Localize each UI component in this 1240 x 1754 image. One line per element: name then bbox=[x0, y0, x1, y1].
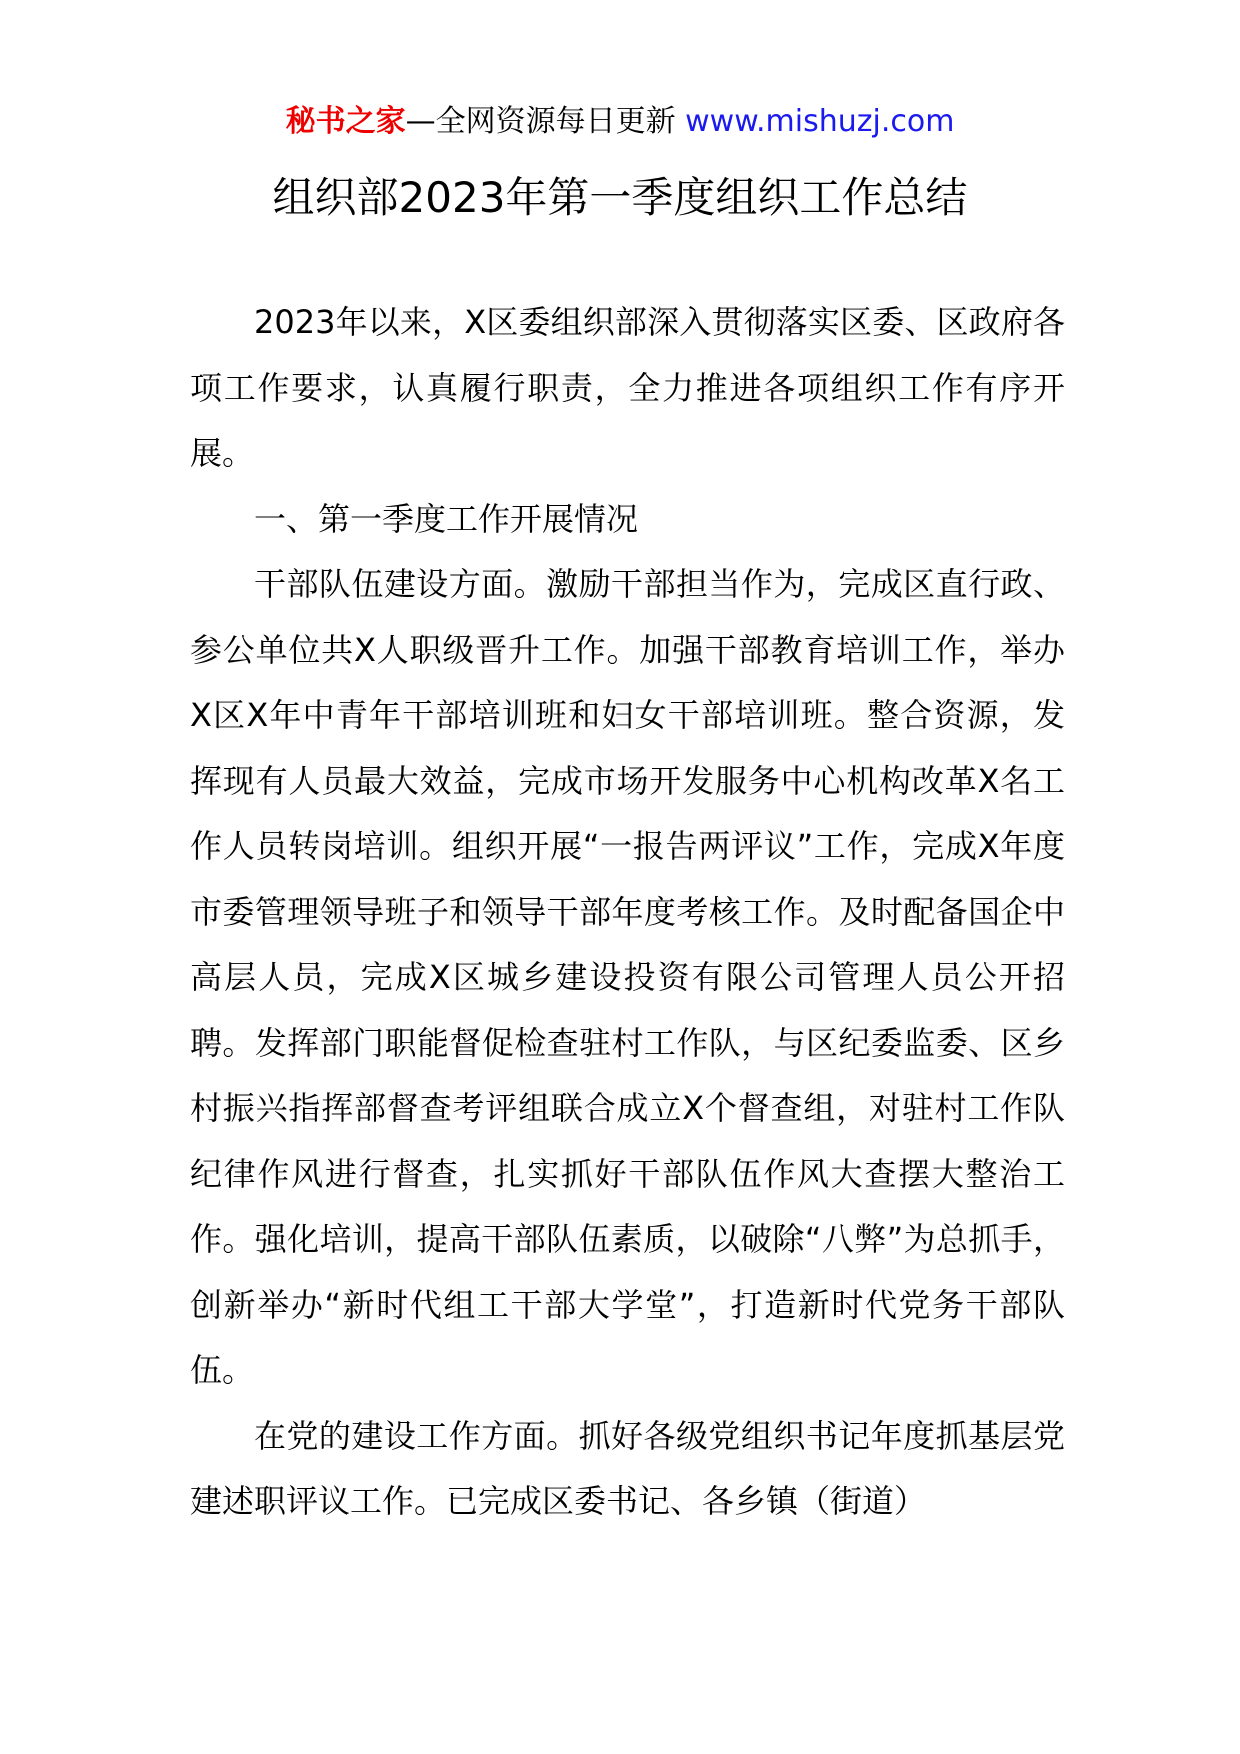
site-tagline: —全网资源每日更新 bbox=[405, 104, 686, 139]
document-title: 组织部2023年第一季度组织工作总结 bbox=[272, 173, 968, 222]
party-building-paragraph: 在党的建设工作方面。抓好各级党组织书记年度抓基层党建述职评议工作。已完成区委书记、各乡镇（街道） bbox=[190, 1416, 1065, 1520]
document-body bbox=[190, 290, 1065, 1535]
site-header bbox=[0, 100, 1240, 144]
cadre-team-paragraph: 干部队伍建设方面。激励干部担当作为，完成区直行政、参公单位共X人职级晋升工作。加强干部教育培训工作，举办X区X年中青年干部培训班和妇女干部培训班。整合资源，发挥现有人员最大效益，完成市场开发服务中心机构改革X名工作人员转岗培训。组织开展“一报告两评议”工作，完成X年度市委管理领导班子和领导干部年度考核工作。及时配备国企中高层人员，完成X区城乡建设投资有限公司管理人员公开招聘。发挥部门职能督促检查驻村工作队，与区纪委监委、区乡村振兴指挥部督查考评组联合成立X个督查组，对驻村工作队纪律作风进行督查，扎实抓好干部队伍作风大查摆大整治工作。强化培训，提高干部队伍素质，以破除“八弊”为总抓手，创新举办“新时代组工干部大学堂”，打造新时代党务干部队伍。 bbox=[190, 565, 1065, 1389]
brand-name: 秘书之家 bbox=[285, 104, 406, 139]
section-heading: 一、第一季度工作开展情况 bbox=[254, 499, 639, 538]
intro-paragraph: 2023年以来，X区委组织部深入贯彻落实区委、区政府各项工作要求，认真履行职责，全力推进各项组织工作有序开展。 bbox=[190, 303, 1065, 472]
site-url[interactable]: www.mishuzj.com bbox=[685, 104, 955, 139]
